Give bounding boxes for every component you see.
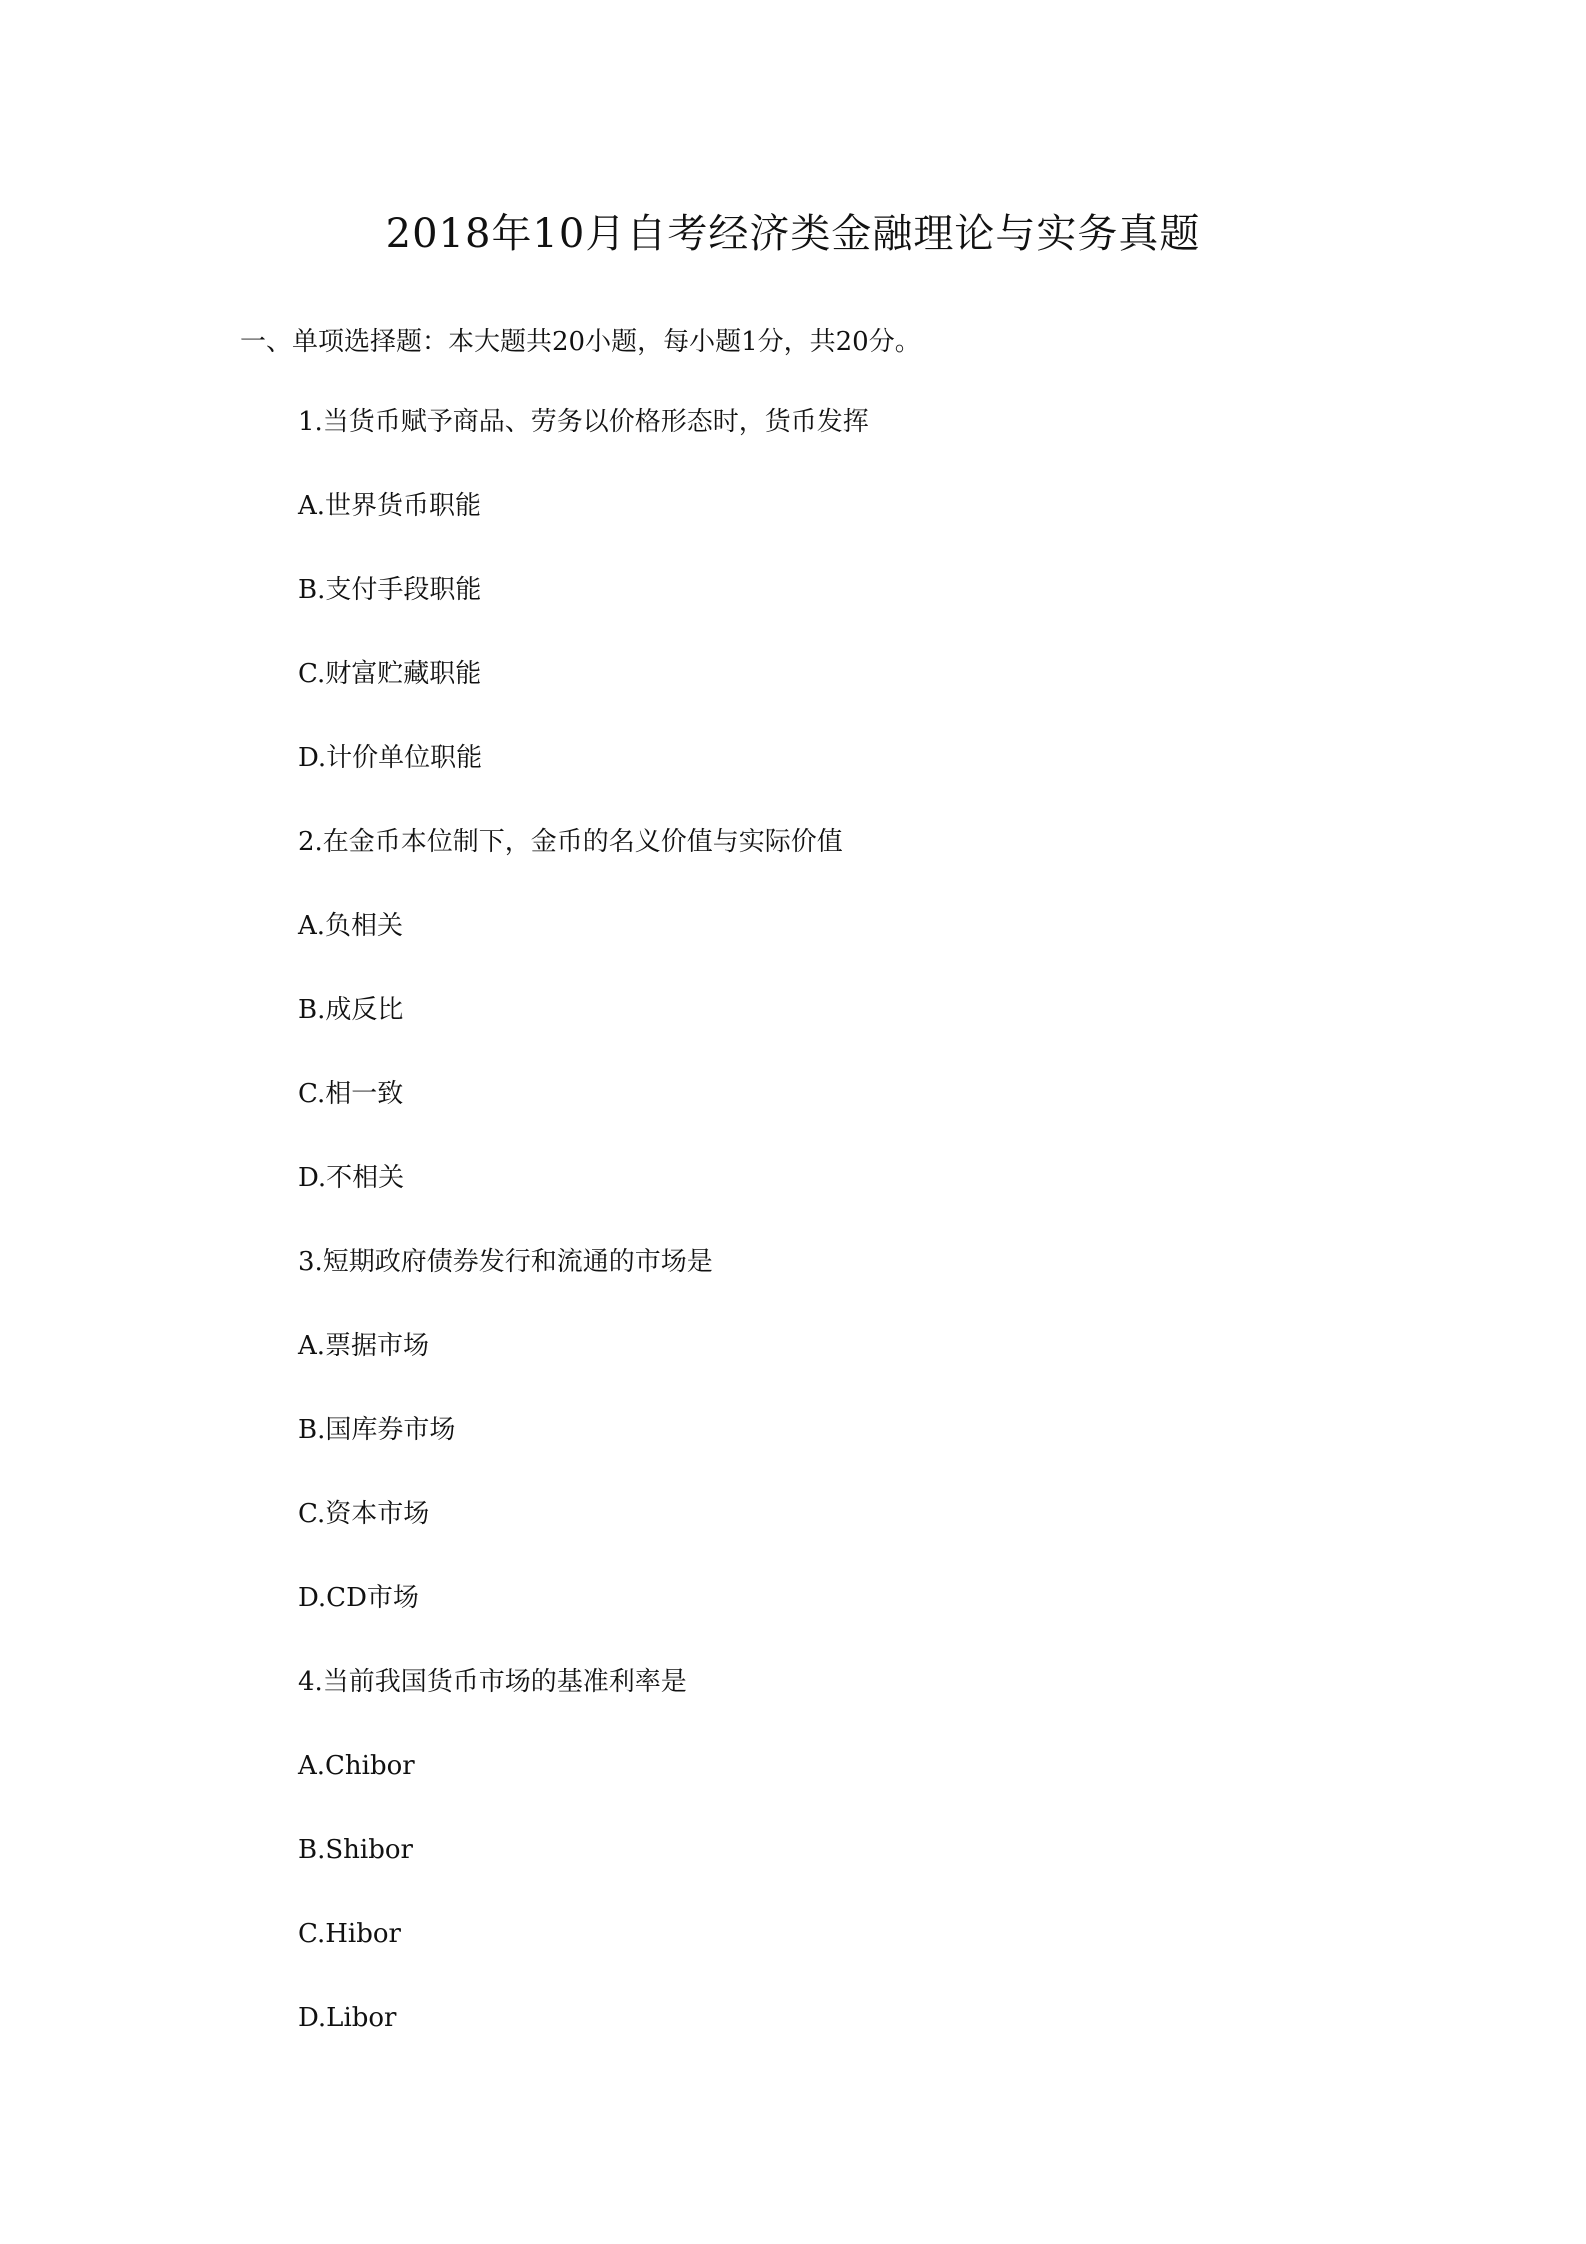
- question-stem: 2.在金币本位制下，金币的名义价值与实际价值: [298, 827, 843, 857]
- answer-option: C.Hibor: [298, 1919, 401, 1949]
- answer-option: B.国库券市场: [298, 1415, 456, 1445]
- answer-option: B.Shibor: [298, 1835, 413, 1865]
- answer-option: B.成反比: [298, 995, 404, 1025]
- answer-option: D.Libor: [298, 2003, 397, 2033]
- answer-option: B.支付手段职能: [298, 575, 482, 605]
- answer-option: A.票据市场: [298, 1331, 430, 1361]
- question-stem: 3.短期政府债券发行和流通的市场是: [298, 1247, 713, 1277]
- answer-option: A.Chibor: [298, 1751, 415, 1781]
- section-heading: 一、单项选择题：本大题共20小题，每小题1分，共20分。: [240, 327, 921, 357]
- question-list: [298, 402, 869, 2082]
- answer-option: A.负相关: [298, 911, 404, 941]
- answer-option: C.相一致: [298, 1079, 404, 1109]
- answer-option: C.财富贮藏职能: [298, 659, 482, 689]
- answer-option: A.世界货币职能: [298, 491, 482, 521]
- question-stem: 4.当前我国货币市场的基准利率是: [298, 1667, 687, 1697]
- answer-option: D.CD市场: [298, 1583, 419, 1613]
- answer-option: D.不相关: [298, 1163, 405, 1193]
- answer-option: C.资本市场: [298, 1499, 430, 1529]
- document-title: 2018年10月自考经济类金融理论与实务真题: [385, 211, 1201, 257]
- question-stem: 1.当货币赋予商品、劳务以价格形态时，货币发挥: [298, 407, 869, 437]
- answer-option: D.计价单位职能: [298, 743, 483, 773]
